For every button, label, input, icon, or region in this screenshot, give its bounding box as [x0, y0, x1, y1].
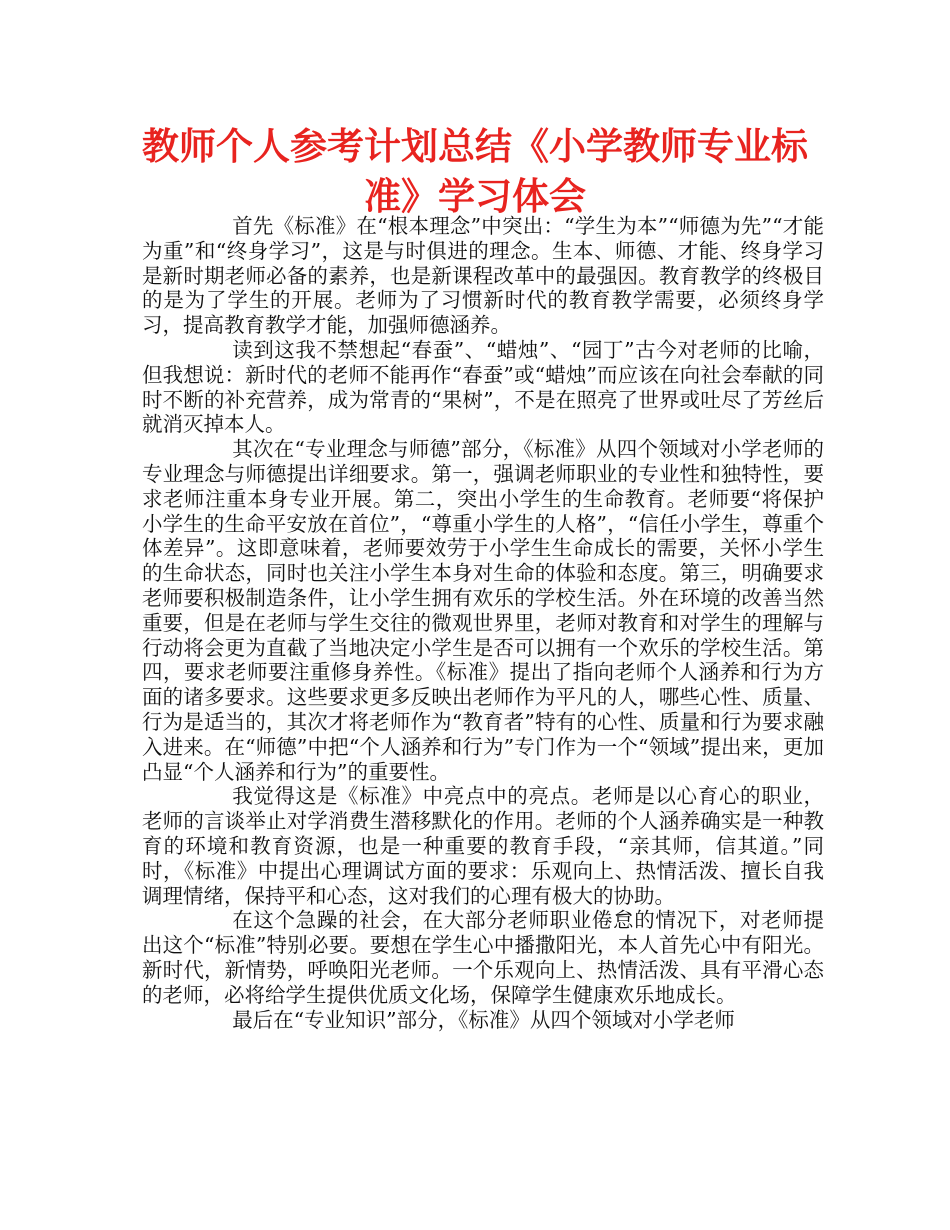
document-body	[142, 214, 824, 1032]
paragraph-basic-concepts: 首先《标准》在“根本理念”中突出：“学生为本”“师德为先”“才能为重”和“终身学习”，这是与时俱进的理念。生本、师德、才能、终身学习是新时期老师必备的素养，也是新课程改革中的最强因。教育教学的终极目的是为了学生的开展。老师为了习惯新时代的教育教学需要，必须终身学习，提高教育教学才能，加强师德涵养。	[142, 214, 824, 338]
document-title: 教师个人参考计划总结《小学教师专业标准》学习体会	[142, 125, 808, 218]
paragraph-professional-ethics: 其次在“专业理念与师德”部分，《标准》从四个领域对小学老师的专业理念与师德提出详细要求。第一，强调老师职业的专业性和独特性，要求老师注重本身专业开展。第二，突出小学生的生命教育。老师要“将保护小学生的生命平安放在首位”，“尊重小学生的人格”，“信任小学生，尊重个体差异”。这即意味着，老师要效劳于小学生生命成长的需要，关怀小学生的生命状态，同时也关注小学生本身对生命的体验和态度。第三，明确要求老师要积极制造条件，让小学生拥有欢乐的学校生活。外在环境的改善当然重要，但是在老师与学生交往的微观世界里，老师对教育和对学生的理解与行动将会更为直截了当地决定小学生是否可以拥有一个欢乐的学校生活。第四，要求老师要注重修身养性。《标准》提出了指向老师个人涵养和行为方面的诸多要求。这些要求更多反映出老师作为平凡的人，哪些心性、质量、行为是适当的，其次才将老师作为“教育者”特有的心性、质量和行为要求融入进来。在“师德”中把“个人涵养和行为”专门作为一个“领域”提出来，更加凸显“个人涵养和行为”的重要性。	[142, 437, 824, 784]
paragraph-highlight: 我觉得这是《标准》中亮点中的亮点。老师是以心育心的职业，老师的言谈举止对学消费生潜移默化的作用。老师的个人涵养确实是一种教育的环境和教育资源，也是一种重要的教育手段，“亲其师，信其道。”同时，《标准》中提出心理调试方面的要求：乐观向上、热情活泼、擅长自我调理情绪，保持平和心态，这对我们的心理有极大的协助。	[142, 784, 824, 908]
paragraph-teacher-metaphors: 读到这我不禁想起“春蚕”、“蜡烛”、“园丁”古今对老师的比喻，但我想说：新时代的老师不能再作“春蚕”或“蜡烛”而应该在向社会奉献的同时不断的补充营养，成为常青的“果树”，不是在照亮了世界或吐尽了芳丝后就消灭掉本人。	[142, 337, 824, 437]
paragraph-sunshine-teacher: 在这个急躁的社会，在大部分老师职业倦怠的情况下，对老师提出这个“标准”特别必要。要想在学生心中播撒阳光，本人首先心中有阳光。新时代，新情势，呼唤阳光老师。一个乐观向上、热情活泼、具有平滑心态的老师，必将给学生提供优质文化场，保障学生健康欢乐地成长。	[142, 908, 824, 1007]
paragraph-professional-knowledge: 最后在“专业知识”部分，《标准》从四个领域对小学老师	[232, 1007, 735, 1032]
